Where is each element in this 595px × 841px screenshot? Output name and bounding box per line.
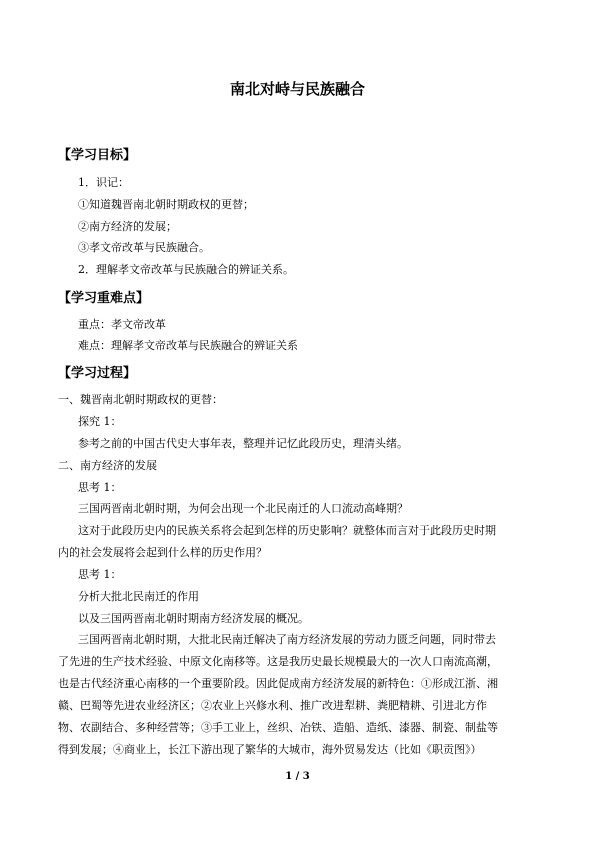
- section-heading-keypoints: 【学习重难点】: [58, 291, 150, 306]
- process-line: 得到发展；④商业上，长江下游出现了繁华的大城市，海外贸易发达（比如《职贡图》）: [58, 743, 482, 756]
- process-line: 内的社会发展将会起到什么样的历史作用？: [58, 546, 267, 559]
- goal-line: 2．理解孝文帝改革与民族融合的辨证关系。: [78, 263, 294, 276]
- page-number: 1 / 3: [285, 771, 310, 782]
- section-heading-goals: 【学习目标】: [58, 148, 137, 163]
- goal-line: 1．识记：: [78, 176, 129, 189]
- process-line: 思考 1：: [78, 568, 122, 581]
- goal-line: ②南方经济的发展；: [78, 220, 177, 233]
- process-line: 三国两晋南北朝时期，为何会出现一个北民南迁的人口流动高峰期？: [78, 502, 408, 515]
- process-line: 探究 1：: [78, 415, 122, 428]
- keypoint-line: 难点：理解孝文帝改革与民族融合的辨证关系: [78, 339, 298, 352]
- process-line: 思考 1：: [78, 481, 122, 494]
- section-heading-process: 【学习过程】: [58, 366, 137, 381]
- process-line: 参考之前的中国古代史大事年表，整理并记忆此段历史，理清头绪。: [78, 437, 408, 450]
- process-line: 也是古代经济重心南移的一个重要阶段。因此促成南方经济发展的新特色：①形成江浙、湘: [58, 677, 498, 690]
- process-line: 物、农副结合、多种经营等；③手工业上，丝织、冶铁、造船、造纸、漆器、制瓷、制盐等: [58, 721, 498, 734]
- page-title: 南北对峙与民族融合: [229, 80, 365, 98]
- process-line: 以及三国两晋南北朝时期南方经济发展的概况。: [78, 612, 309, 625]
- process-line: 二、南方经济的发展: [58, 459, 157, 472]
- goal-line: ①知道魏晋南北朝时期政权的更替；: [78, 198, 254, 211]
- goal-line: ③孝文帝改革与民族融合。: [78, 241, 210, 254]
- process-line: 赣、巴蜀等先进农业经济区；②农业上兴修水利、推广改进犁耕、粪肥精耕、引进北方作: [58, 699, 487, 712]
- process-line: 这对于此段历史内的民族关系将会起到怎样的历史影响？就整体而言对于此段历史时期: [78, 524, 496, 537]
- process-line: 分析大批北民南迁的作用: [78, 590, 199, 603]
- process-line: 一、魏晋南北朝时期政权的更替：: [58, 393, 223, 406]
- keypoint-line: 重点：孝文帝改革: [78, 318, 166, 331]
- process-line: 了先进的生产技术经验、中原文化南移等。这是我历史最长规模最大的一次人口南流高潮，: [58, 655, 498, 668]
- process-line: 三国两晋南北朝时期，大批北民南迁解决了南方经济发展的劳动力匮乏问题，同时带去: [78, 633, 496, 646]
